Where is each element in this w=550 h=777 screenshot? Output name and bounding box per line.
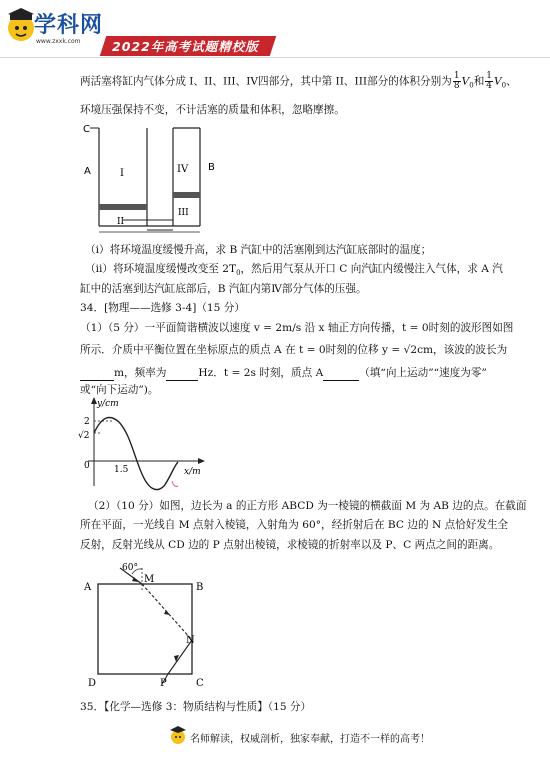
- piston-b: [173, 192, 200, 198]
- p33-question-1: （i）将环境温度缓慢升高，求 B 汽缸中的活塞刚到达汽缸底部时的温度；: [85, 244, 432, 256]
- p33-line1: [80, 72, 517, 93]
- header-divider: [0, 57, 550, 58]
- x-axis-arrow-icon: [198, 458, 205, 464]
- wave-graph-figure: [74, 396, 214, 492]
- p34-title: 34．[物理——选修 3-4]（15 分）: [80, 302, 245, 314]
- blank-motion[interactable]: [323, 366, 359, 381]
- origin-label: 0: [84, 461, 90, 471]
- fraction-numerator: 1: [453, 71, 460, 81]
- p34-part1-line3: [80, 366, 487, 381]
- refracted-arrow-icon: [164, 610, 170, 615]
- reflected-arrow-icon: [174, 655, 179, 662]
- y-tick-2: 2: [84, 417, 90, 427]
- label-b: B: [196, 582, 204, 593]
- label-a: A: [84, 582, 92, 593]
- p34-part1-line2: 所示．介质中平衡位置在坐标原点的质点 A 在 t = 0时刻的位移 y = √2cm，该波的波长为: [80, 344, 508, 356]
- wave-curve: [94, 417, 178, 489]
- p34-part2-line3: 反射，反射光线从 CD 边的 P 点射出棱镜，求棱镜的折射率以及 P、C 两点之间的距离。: [80, 539, 500, 551]
- fraction-one-quarter: [485, 72, 493, 91]
- volume-subscript: 0: [469, 81, 474, 90]
- label-c: C: [83, 124, 90, 135]
- label-part-2: II: [117, 217, 125, 227]
- q2-subscript: 0: [236, 269, 241, 278]
- footer-mascot-icon: [168, 724, 188, 746]
- logo-text: 学科网: [34, 13, 104, 38]
- logo-url: www.zxxk.com: [36, 38, 81, 45]
- y-tick-sqrt2: √2: [78, 431, 90, 441]
- conjunction: 和: [473, 75, 485, 88]
- blank-frequency[interactable]: [166, 366, 198, 381]
- label-b: B: [208, 162, 215, 173]
- p34-part1-line1: （1）（5 分）一平面简谐横波以速度 v = 2m/s 沿 x 轴正方向传播，t = 0时刻的波形图如图: [80, 322, 514, 334]
- label-part-4: IV: [177, 164, 189, 175]
- q2-text-b: ，然后用气泵从开口 C 向汽缸内缓慢注入气体，求 A 汽: [240, 263, 503, 275]
- cylinder-a: [90, 128, 147, 226]
- cylinders-figure: [78, 118, 228, 240]
- p33-line1-text: 两活塞将缸内气体分成 I、II、III、IV四部分，其中第 II、III部分的体积分别为: [80, 75, 452, 88]
- x-axis-label: x/m: [184, 467, 201, 477]
- x-tick-1-5: 1.5: [114, 465, 129, 475]
- pink-mark: [172, 481, 178, 486]
- p34-part2-line2: 所在平面，一光线自 M 点射入棱镜，入射角为 60°，经折射后在 BC 边的 N 点恰好发生全: [80, 519, 509, 531]
- piston-a: [99, 204, 147, 210]
- label-n: N: [186, 635, 195, 646]
- label-c: C: [196, 678, 204, 688]
- prism-figure: [82, 560, 212, 688]
- p34-part2-line1: （2）（10 分）如图，边长为 a 的正方形 ABCD 为一棱镜的横截面 M 为 AB 边的点。在截面: [88, 500, 527, 512]
- p33-line2: 环境压强保持不变，不计活塞的质量和体积，忽略摩擦。: [80, 104, 345, 116]
- punctuation: 、: [506, 75, 517, 88]
- p34-text-c3: （填“向上运动”“速度为零”: [359, 367, 487, 379]
- label-d: D: [88, 678, 97, 688]
- label-a: A: [84, 166, 91, 177]
- angle-label: 60°: [122, 563, 138, 573]
- footer-slogan: 名师解读，权威剖析，独家奉献，打造不一样的高考！: [190, 734, 430, 745]
- banner-title: 2022年高考试题精校版: [112, 39, 259, 54]
- volume-symbol: V: [461, 75, 470, 88]
- volume-symbol: V: [494, 75, 502, 88]
- p33-question-2: [85, 262, 503, 280]
- p34-text-c2: Hz．t = 2s 时刻，质点 A: [198, 367, 324, 379]
- fraction-denominator: 4: [486, 81, 493, 91]
- label-part-3: III: [178, 208, 189, 218]
- label-part-1: I: [120, 168, 124, 179]
- blank-wavelength[interactable]: [80, 366, 114, 381]
- p33-question-2-cont: 缸中的活塞到达汽缸底部后，B 汽缸内第Ⅳ部分气体的压强。: [80, 283, 367, 295]
- y-axis-label: y/cm: [97, 399, 119, 409]
- q2-text-a: （ii）将环境温度缓慢改变至 2T: [85, 263, 237, 275]
- p35-title: 35．【化学—选修 3：物质结构与性质】（15 分）: [80, 701, 312, 713]
- fraction-one-eighth: [453, 72, 461, 91]
- p34-text-c1: m，频率为: [114, 367, 167, 379]
- fraction-denominator: 8: [453, 81, 460, 91]
- p34-part1-line4: 或“向下运动”)。: [80, 384, 159, 396]
- fraction-numerator: 1: [486, 71, 493, 81]
- volume-subscript: 0: [501, 81, 507, 90]
- label-m: M: [144, 574, 155, 585]
- label-p: P: [160, 678, 167, 688]
